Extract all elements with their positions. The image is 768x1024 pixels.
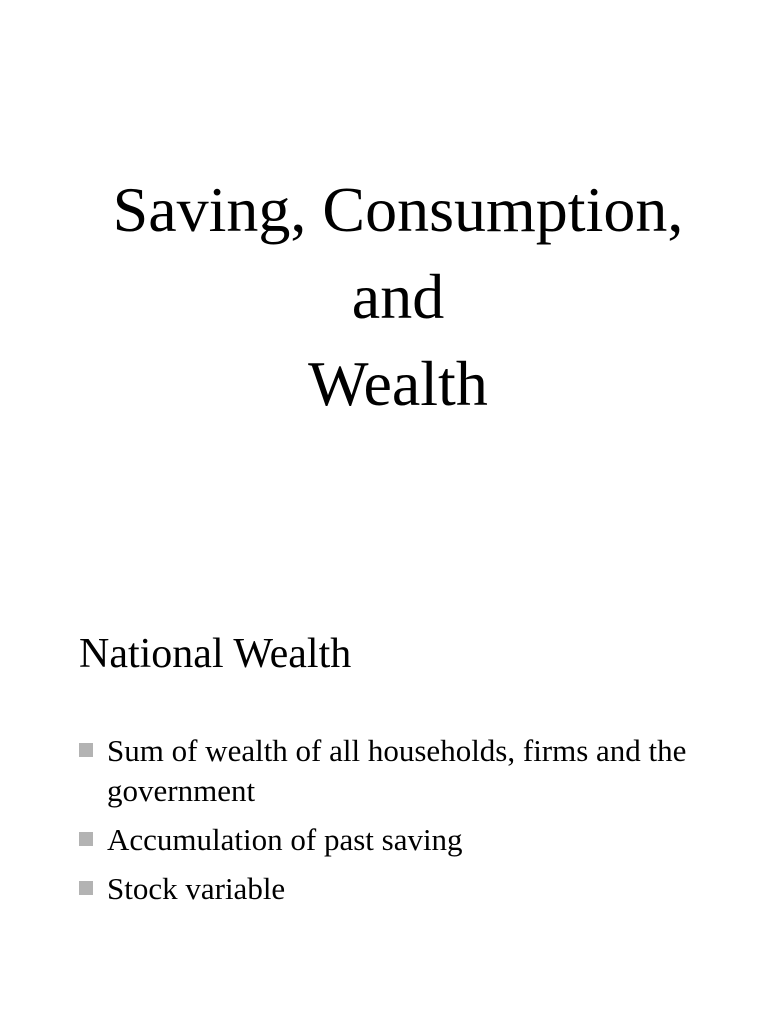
title-line-3: Wealth bbox=[308, 348, 488, 419]
bullet-item bbox=[79, 869, 719, 909]
bullet-text: Accumulation of past saving bbox=[107, 822, 463, 857]
bullet-text: Sum of wealth of all households, firms and the government bbox=[107, 733, 687, 808]
bullet-item bbox=[79, 731, 719, 811]
square-bullet-icon bbox=[79, 832, 93, 846]
bullet-item bbox=[79, 820, 719, 860]
slide-title bbox=[0, 166, 768, 427]
bullet-text: Stock variable bbox=[107, 871, 286, 906]
square-bullet-icon bbox=[79, 743, 93, 757]
section-heading: National Wealth bbox=[79, 631, 352, 677]
bullet-list bbox=[79, 731, 719, 918]
title-line-2: and bbox=[351, 261, 445, 332]
square-bullet-icon bbox=[79, 881, 93, 895]
title-line-1: Saving, Consumption, bbox=[112, 174, 684, 245]
